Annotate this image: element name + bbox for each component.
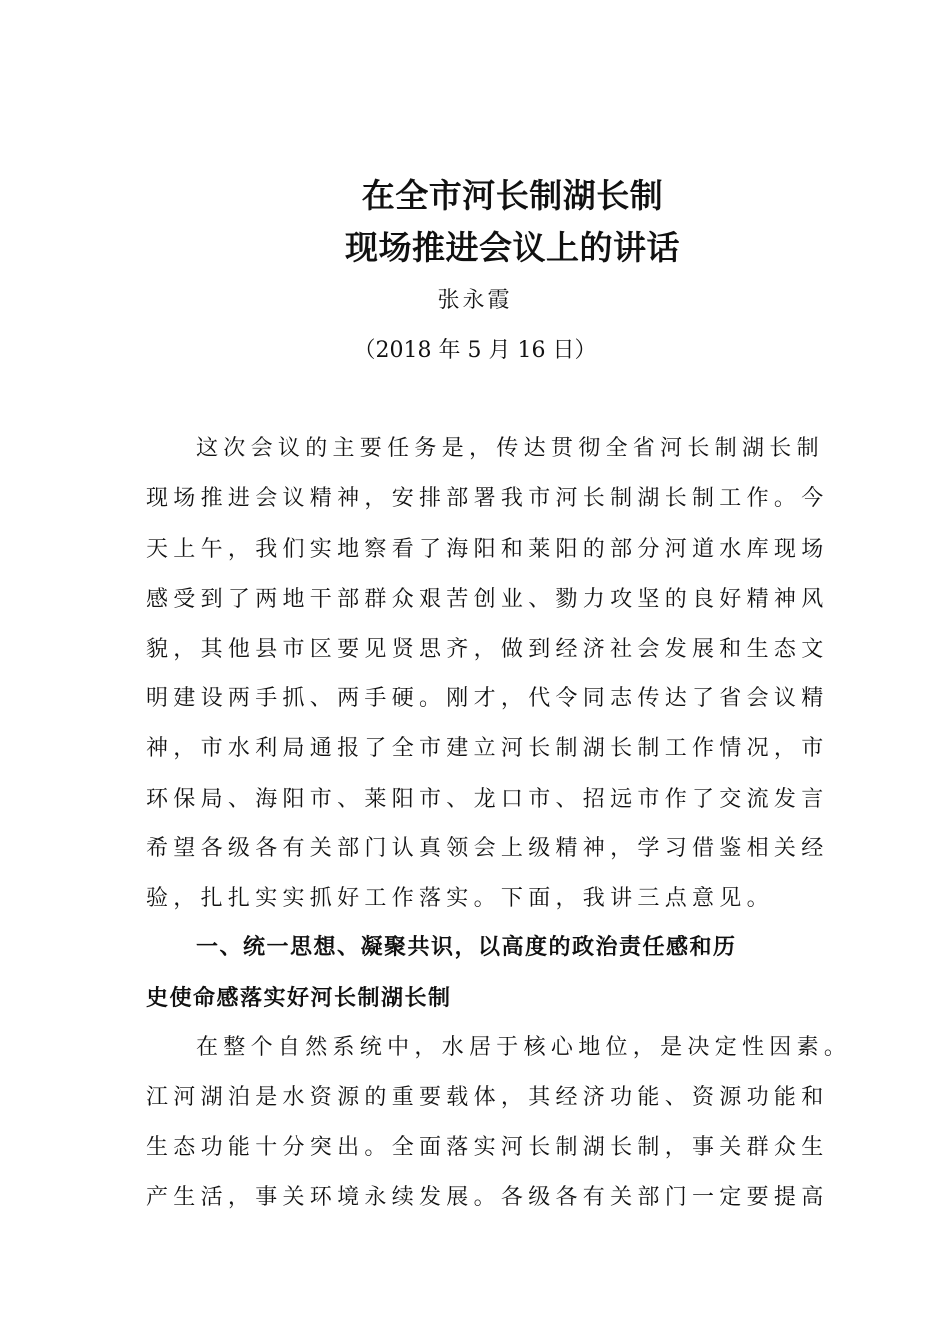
author: 张永霞 [437,288,513,313]
section-heading-line: 一、统一思想、凝聚共识，以高度的政治责任感和历 [196,935,737,960]
body-line: 这次会议的主要任务是，传达贯彻全省河长制湖长制 [196,436,824,461]
body-line: 明建设两手抓、两手硬。刚才，代令同志传达了省会议精 [146,686,829,711]
date: （2018 年 5 月 16 日） [353,338,597,363]
body-line: 感受到了两地干部群众艰苦创业、勠力攻坚的良好精神风 [146,587,829,612]
body-line: 貌，其他县市区要见贤思齐，做到经济社会发展和生态文 [146,637,829,662]
body-line: 希望各级各有关部门认真领会上级精神，学习借鉴相关经 [146,836,829,861]
title-line-1: 在全市河长制湖长制 [361,176,664,215]
body-line: 天上午，我们实地察看了海阳和莱阳的部分河道水库现场 [146,537,829,562]
body-line: 环保局、海阳市、莱阳市、龙口市、招远市作了交流发言 [146,787,829,812]
body-line: 验，扎扎实实抓好工作落实。下面，我讲三点意见。 [146,886,774,911]
body-line: 神，市水利局通报了全市建立河长制湖长制工作情况，市 [146,736,829,761]
section-heading-line: 史使命感落实好河长制湖长制 [146,986,452,1011]
title-line-2: 现场推进会议上的讲话 [345,228,680,267]
body-line: 现场推进会议精神，安排部署我市河长制湖长制工作。今 [146,486,829,511]
body-line: 生态功能十分突出。全面落实河长制湖长制，事关群众生 [146,1135,829,1160]
body-line: 在整个自然系统中，水居于核心地位，是决定性因素。 [196,1035,852,1060]
body-line: 产生活，事关环境永续发展。各级各有关部门一定要提高 [146,1185,829,1210]
body-line: 江河湖泊是水资源的重要载体，其经济功能、资源功能和 [146,1085,829,1110]
